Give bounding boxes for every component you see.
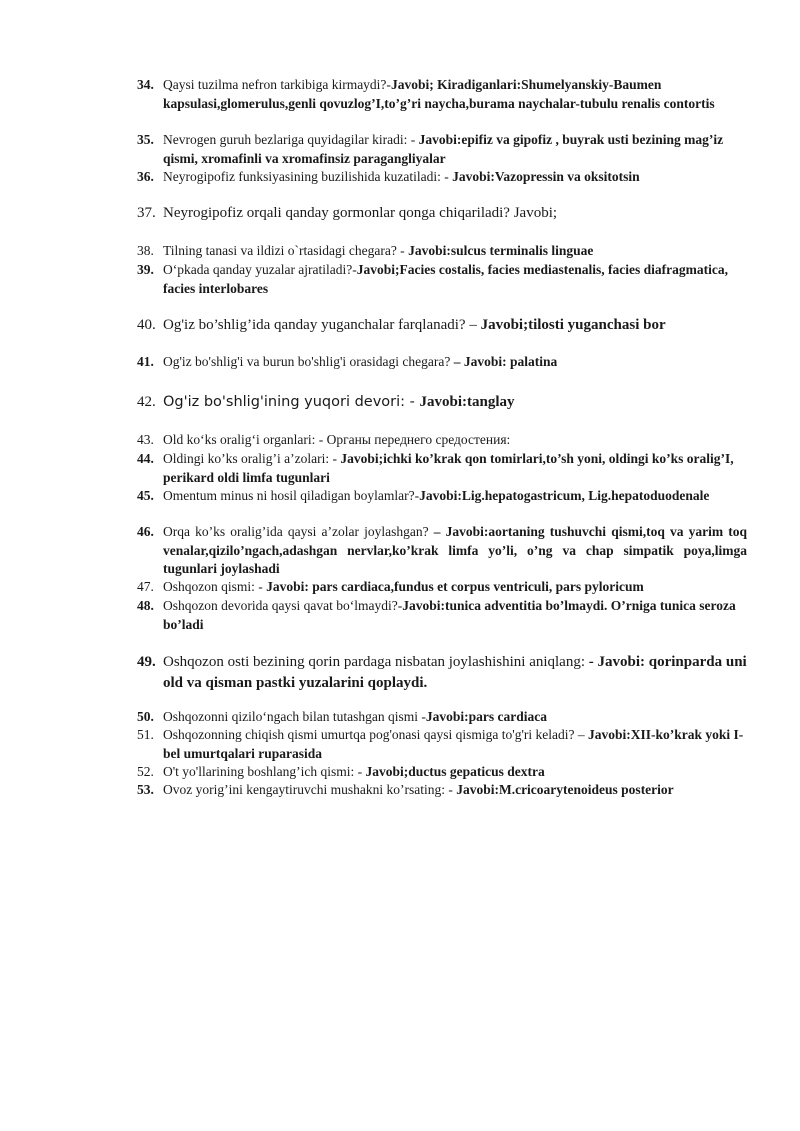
question-text: O‘pkada qanday yuzalar ajratiladi?-: [163, 262, 357, 277]
answer-text: Javobi:pars cardiaca: [425, 709, 547, 724]
question-text: Qaysi tuzilma nefron tarkibiga kirmaydi?-: [163, 77, 391, 92]
answer-text: Javobi:tunica adventitia bo’lmaydi. O’rniga tunica seroza bo’ladi: [163, 598, 736, 632]
item-number: 40.: [137, 317, 156, 333]
question-text: Og'iz bo’shlig’ida qanday yuganchalar farqlanadi? –: [163, 317, 481, 333]
answer-text: – Javobi: palatina: [453, 354, 558, 369]
list-item: [137, 487, 747, 506]
item-number: 41.: [137, 354, 154, 369]
question-text: Omentum minus ni hosil qiladigan boylamlar?-: [163, 488, 420, 503]
item-number: 42.: [137, 394, 156, 410]
answer-text: Javobi: pars cardiaca,fundus et corpus ventriculi, pars pyloricum: [266, 579, 644, 594]
item-number: 46.: [137, 524, 154, 539]
item-number: 47.: [137, 579, 154, 594]
question-text: Og'iz bo'shlig'i va burun bo'shlig'i orasidagi chegara?: [163, 354, 454, 369]
question-text: Ovoz yorig’ini kengaytiruvchi mushakni ko’rsating: -: [163, 782, 457, 797]
item-number: 45.: [137, 488, 154, 503]
question-text: Oshqozon osti bezining qorin pardaga nisbatan joylashishini aniqlang:: [163, 654, 589, 670]
list-item: [137, 781, 747, 800]
list-item: [137, 578, 747, 597]
item-number: 51.: [137, 727, 154, 742]
item-number: 34.: [137, 77, 154, 92]
question-text: Neyrogipofiz orqali qanday gormonlar qonga chiqariladi? Javobi;: [163, 205, 558, 221]
answer-text: Javobi:tanglay: [419, 394, 515, 410]
item-number: 53.: [137, 782, 154, 797]
item-number: 36.: [137, 169, 154, 184]
answer-text: Javobi:Vazopressin va oksitotsin: [452, 169, 640, 184]
item-number: 49.: [137, 654, 156, 670]
question-text: Oshqozon devorida qaysi qavat bo‘lmaydi?-: [163, 598, 403, 613]
answer-text: Javobi:XII-ko’krak yoki I-bel umurtqalari ruparasida: [163, 727, 744, 761]
question-text: Oldingi ko’ks oralig’i a’zolari: -: [163, 451, 341, 466]
list-item: [137, 763, 747, 782]
list-item: [137, 523, 747, 579]
question-text: Oshqozonning chiqish qismi umurtqa pog'onasi qaysi qismiga to'g'ri keladi? –: [163, 727, 588, 742]
answer-text: Javobi; Kiradiganlari:Shumelyanskiy-Baumen kapsulasi,glomerulus,genli qovuzlog’I,to’g’ri naycha,burama naychalar-tubulu renalis contortis: [163, 77, 715, 111]
answer-text: Javobi:sulcus terminalis linguae: [408, 243, 594, 258]
list-item: [137, 708, 747, 727]
question-text: Neyrogipofiz funksiyasining buzilishida kuzatiladi: -: [163, 169, 453, 184]
list-item: [137, 597, 747, 634]
list-item: [137, 726, 747, 763]
item-number: 44.: [137, 451, 154, 466]
answer-text: Javobi;Facies costalis, facies mediastenalis, facies diafragmatica, facies interlobares: [163, 262, 728, 296]
question-text: Oshqozonni qizilo‘ngach bilan tutashgan qismi -: [163, 709, 426, 724]
item-number: 52.: [137, 764, 154, 779]
list-item: [137, 431, 747, 450]
item-number: 35.: [137, 132, 154, 147]
list-item: [137, 353, 747, 372]
answer-text: Javobi:M.cricoarytenoideus posterior: [456, 782, 674, 797]
item-number: 39.: [137, 262, 154, 277]
question-text: Orqa ko’ks oralig’ida qaysi a’zolar joylashgan?: [163, 524, 434, 539]
question-text: Nevrogen guruh bezlariga quyidagilar kiradi: -: [163, 132, 419, 147]
item-number: 50.: [137, 709, 154, 724]
answer-text: Javobi;ichki ko’krak qon tomirlari,to’sh yoni, oldingi ko’ks oralig’I, perikard oldi limfa tugunlari: [163, 451, 734, 485]
list-item: [137, 76, 747, 113]
question-text: O't yo'llarining boshlang’ich qismi: -: [163, 764, 366, 779]
answer-text: Javobi;ductus gepaticus dextra: [365, 764, 545, 779]
list-item: [137, 203, 747, 224]
list-item: [137, 242, 747, 261]
list-item: [137, 261, 747, 298]
answer-text: Javobi:Lig.hepatogastricum, Lig.hepatoduodenale: [419, 488, 710, 503]
list-item: [137, 168, 747, 187]
list-item: [137, 652, 747, 694]
list-item: [137, 392, 747, 413]
list-item: [137, 450, 747, 487]
answer-text: Javobi;tilosti yuganchasi bor: [480, 317, 666, 333]
list-item: [137, 131, 747, 168]
item-number: 38.: [137, 243, 154, 258]
question-text: Tilning tanasi va ildizi o`rtasidagi chegara? -: [163, 243, 409, 258]
item-number: 43.: [137, 432, 154, 447]
answer-text: - Javobi: qorinparda uni old va qisman pastki yuzalarini qoplaydi.: [163, 654, 747, 691]
answer-text: – Javobi:aortaning tushuvchi qismi,toq va yarim toq venalar,qizilo’ngach,adashgan nervlar,ko’krak limfa yo’li, o’ng va chap simpatik poya,limga tugunlari joylashadi: [163, 524, 747, 576]
question-text: Og'iz bo'shlig'ining yuqori devori: -: [163, 394, 420, 410]
list-item: [137, 315, 747, 336]
item-number: 48.: [137, 598, 154, 613]
item-number: 37.: [137, 205, 156, 221]
question-text: Old ko‘ks oralig‘i organlari: - Органы переднего средостения:: [163, 432, 511, 447]
answer-text: Javobi:epifiz va gipofiz , buyrak usti bezining mag’iz qismi, xromafinli va xromafinsiz paragangliyalar: [163, 132, 724, 166]
question-text: Oshqozon qismi: -: [163, 579, 267, 594]
